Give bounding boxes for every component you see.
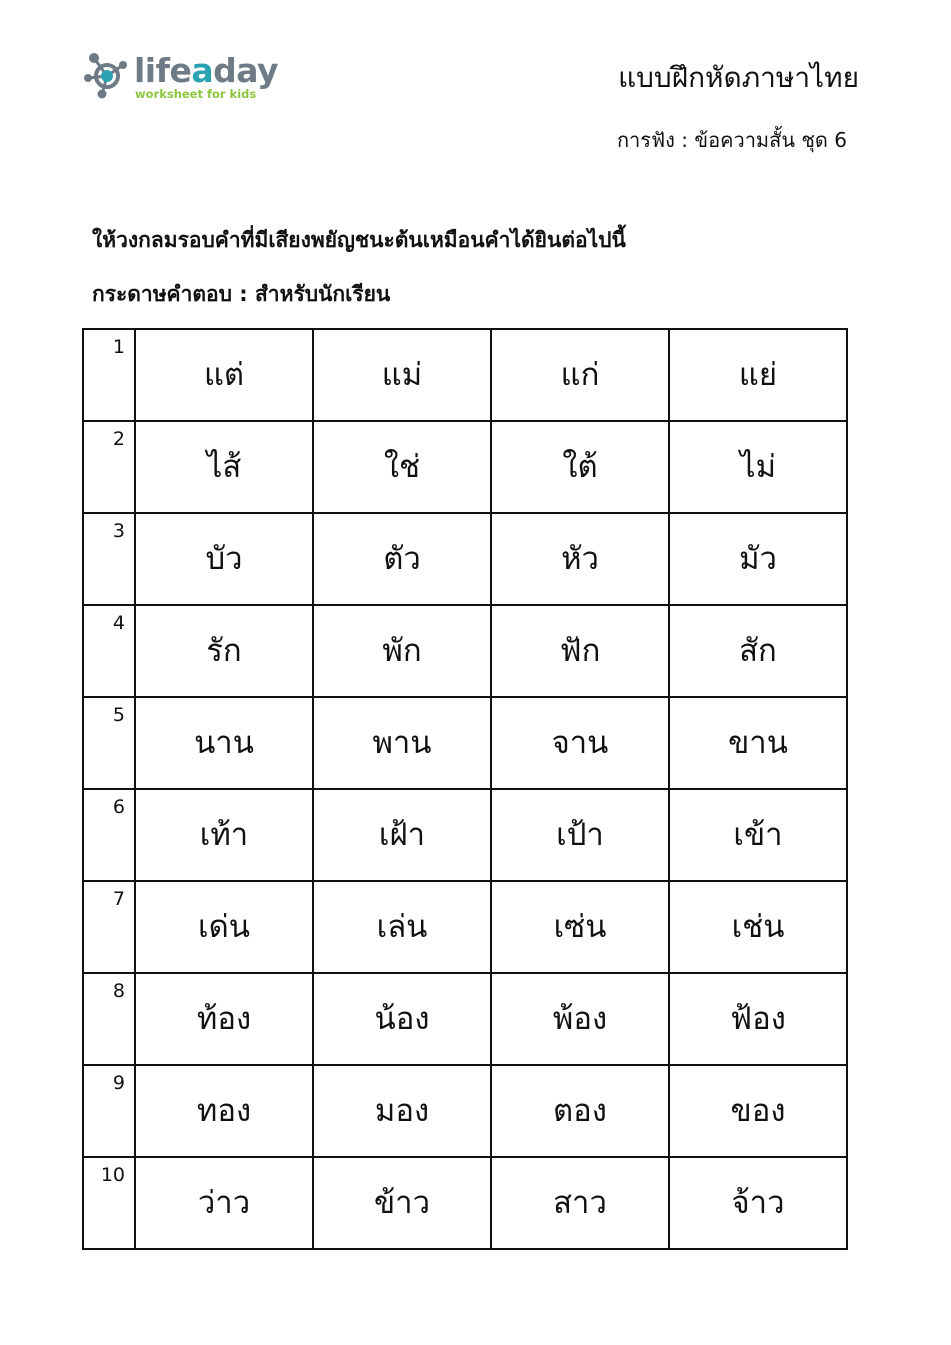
word-choice-cell[interactable]: แย่ (669, 329, 847, 421)
row-number: 3 (83, 513, 135, 605)
word-choice-cell[interactable]: ตัว (313, 513, 491, 605)
word-choice-cell[interactable]: น้อง (313, 973, 491, 1065)
word-choice-cell[interactable]: ใต้ (491, 421, 669, 513)
word-choice-cell[interactable]: หัว (491, 513, 669, 605)
table-row (83, 1157, 847, 1249)
word-choice-cell[interactable]: ใช่ (313, 421, 491, 513)
molecule-icon (82, 50, 132, 100)
word-choice-cell[interactable]: เด่น (135, 881, 313, 973)
logo-word-life: life (134, 51, 192, 90)
row-number: 4 (83, 605, 135, 697)
page-title: แบบฝึกหัดภาษาไทย (618, 61, 859, 94)
row-number: 2 (83, 421, 135, 513)
word-choice-cell[interactable]: จาน (491, 697, 669, 789)
word-choice-cell[interactable]: สาว (491, 1157, 669, 1249)
word-choice-cell[interactable]: เฝ้า (313, 789, 491, 881)
word-choice-cell[interactable]: จ้าว (669, 1157, 847, 1249)
word-choice-cell[interactable]: ขาน (669, 697, 847, 789)
word-choice-cell[interactable]: มอง (313, 1065, 491, 1157)
logo-wordmark (134, 52, 278, 90)
table-row (83, 513, 847, 605)
lifeaday-logo (82, 50, 279, 104)
word-choice-cell[interactable]: นาน (135, 697, 313, 789)
word-choice-cell[interactable]: รัก (135, 605, 313, 697)
word-choice-cell[interactable]: เท้า (135, 789, 313, 881)
word-choice-cell[interactable]: บัว (135, 513, 313, 605)
row-number: 8 (83, 973, 135, 1065)
row-number: 9 (83, 1065, 135, 1157)
table-row (83, 789, 847, 881)
word-choice-cell[interactable]: สัก (669, 605, 847, 697)
table-row (83, 697, 847, 789)
row-number: 10 (83, 1157, 135, 1249)
word-choice-cell[interactable]: พัก (313, 605, 491, 697)
answer-table (82, 328, 848, 1250)
word-choice-cell[interactable]: พ้อง (491, 973, 669, 1065)
word-choice-cell[interactable]: ฟัก (491, 605, 669, 697)
row-number: 1 (83, 329, 135, 421)
logo-word-day: day (213, 51, 279, 90)
word-choice-cell[interactable]: เซ่น (491, 881, 669, 973)
word-choice-cell[interactable]: ทอง (135, 1065, 313, 1157)
word-choice-cell[interactable]: เช่น (669, 881, 847, 973)
word-choice-cell[interactable]: ไม่ (669, 421, 847, 513)
word-choice-cell[interactable]: แก่ (491, 329, 669, 421)
table-row (83, 605, 847, 697)
word-choice-cell[interactable]: เล่น (313, 881, 491, 973)
word-choice-cell[interactable]: ของ (669, 1065, 847, 1157)
instruction-text: ให้วงกลมรอบคำที่มีเสียงพยัญชนะต้นเหมือนคำได้ยินต่อไปนี้ (92, 228, 626, 252)
table-row (83, 421, 847, 513)
table-row (83, 973, 847, 1065)
word-choice-cell[interactable]: ข้าว (313, 1157, 491, 1249)
word-choice-cell[interactable]: มัว (669, 513, 847, 605)
word-choice-cell[interactable]: ท้อง (135, 973, 313, 1065)
row-number: 7 (83, 881, 135, 973)
word-choice-cell[interactable]: ไส้ (135, 421, 313, 513)
logo-tagline: worksheet for kids (135, 87, 257, 101)
row-number: 6 (83, 789, 135, 881)
page-subtitle: การฟัง : ข้อความสั้น ชุด 6 (616, 128, 847, 152)
answer-table-body (83, 329, 847, 1249)
logo-word-a: a (191, 51, 214, 90)
word-choice-cell[interactable]: ฟ้อง (669, 973, 847, 1065)
word-choice-cell[interactable]: เป้า (491, 789, 669, 881)
word-choice-cell[interactable]: เข้า (669, 789, 847, 881)
word-choice-cell[interactable]: ตอง (491, 1065, 669, 1157)
word-choice-cell[interactable]: ว่าว (135, 1157, 313, 1249)
table-row (83, 329, 847, 421)
word-choice-cell[interactable]: แม่ (313, 329, 491, 421)
word-choice-cell[interactable]: พาน (313, 697, 491, 789)
table-row (83, 881, 847, 973)
row-number: 5 (83, 697, 135, 789)
word-choice-cell[interactable]: แต่ (135, 329, 313, 421)
table-row (83, 1065, 847, 1157)
answer-sheet-label: กระดาษคำตอบ : สำหรับนักเรียน (92, 282, 391, 306)
